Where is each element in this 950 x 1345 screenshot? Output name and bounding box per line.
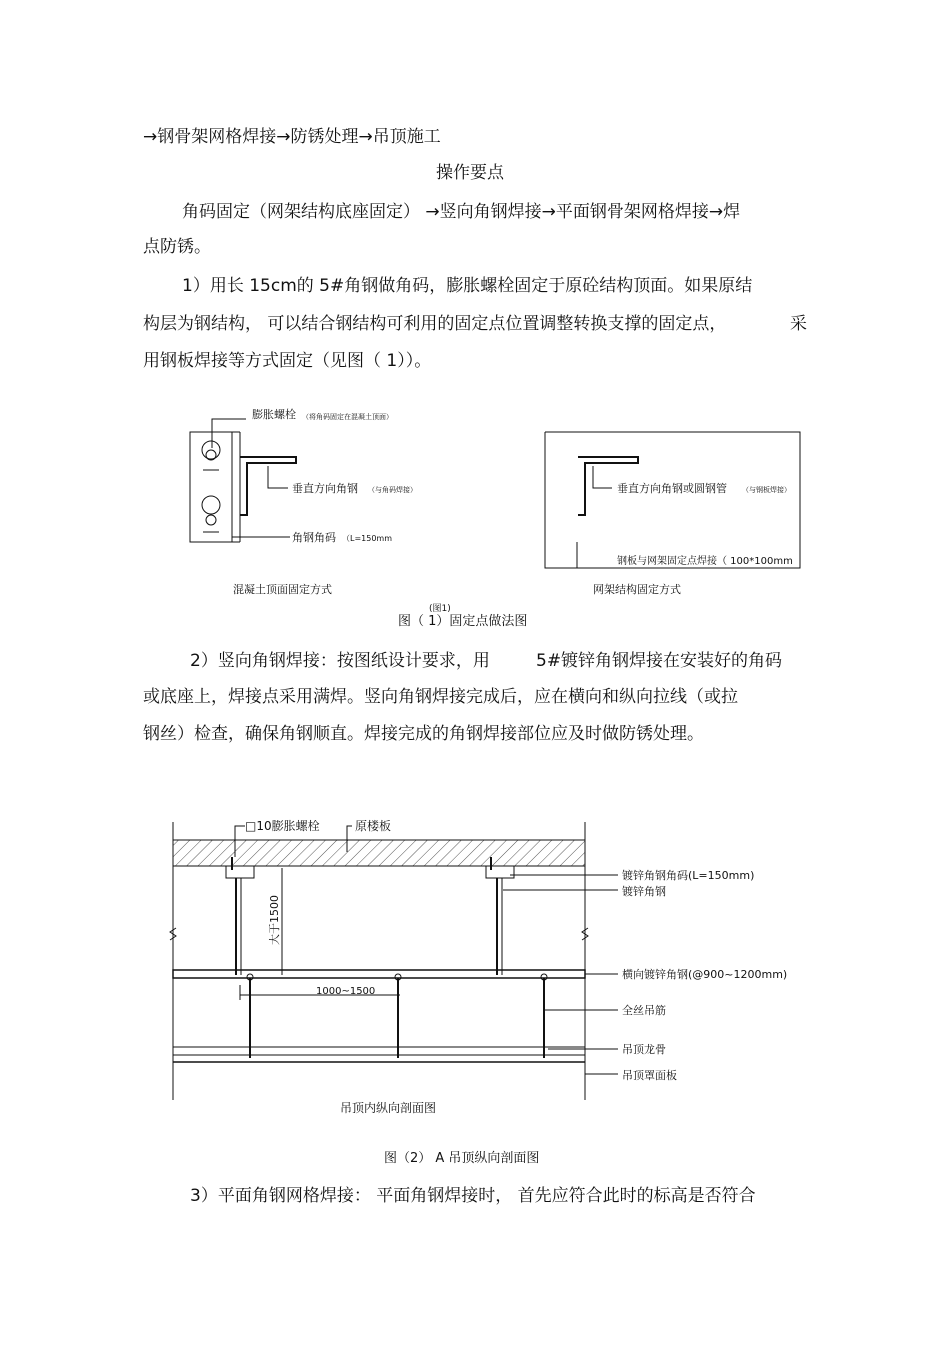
fig1-right-vertical-label: 垂直方向角钢或圆钢管: [617, 482, 727, 495]
paragraph-2-line-b-end: 采: [790, 314, 807, 334]
fig2-bolt-label: □10膨胀螺栓: [245, 819, 320, 833]
paragraph-4-line-a: 3）平面角钢网格焊接： 平面角钢焊接时， 首先应符合此时的标高是否符合: [190, 1186, 756, 1206]
angle-code-left: [226, 866, 254, 878]
heading-operation-points: 操作要点: [436, 163, 504, 183]
fig1-left-caption: 混凝土顶面固定方式: [233, 583, 332, 596]
paragraph-3-line-b: 或底座上，焊接点采用满焊。竖向角钢焊接完成后，应在横向和纵向拉线（或拉: [143, 687, 738, 707]
paragraph-2-line-b: 构层为钢结构， 可以结合钢结构可利用的固定点位置调整转换支撑的固定点，: [143, 314, 727, 334]
fig2-keel-label: 吊顶龙骨: [622, 1043, 666, 1056]
fig1-caption: 图（ 1）固定点做法图: [398, 614, 528, 629]
fig2-dim-horizontal: 1000~1500: [316, 986, 376, 997]
fig1-right-vertical-note: （与钢板焊接）: [742, 486, 791, 494]
fig2-panel-label: 吊顶罩面板: [622, 1069, 677, 1082]
paragraph-1-line-b: 点防锈。: [143, 237, 211, 257]
right-break-mark: [582, 928, 588, 940]
paragraph-3-line-c: 钢丝）检查，确保角钢顺直。焊接完成的角钢焊接部位应及时做防锈处理。: [143, 724, 704, 744]
fig2-transverse-label: 横向镀锌角钢(@900~1200mm): [622, 968, 788, 981]
paragraph-3-line-a: 2）竖向角钢焊接：按图纸设计要求，用: [190, 651, 490, 671]
transverse-angle: [173, 970, 585, 978]
fig1-vertical-label: 垂直方向角钢: [292, 482, 358, 495]
left-break-mark: [170, 928, 176, 940]
paragraph-1-line-a: 角码固定（网架结构底座固定） →竖向角钢焊接→平面钢骨架网格焊接→焊: [182, 202, 741, 222]
text-line-process: →钢骨架网格焊接→防锈处理→吊顶施工: [143, 127, 441, 147]
fig1-vertical-note: （与角码焊接）: [368, 486, 417, 494]
fig2-slab-label: 原楼板: [355, 819, 392, 833]
paragraph-3-line-a-end: 5#镀锌角钢焊接在安装好的角码: [536, 651, 783, 671]
fig1-sub-tag: (图1): [429, 604, 451, 614]
fig1-bolt-label: 膨胀螺栓: [252, 408, 296, 421]
fig2-section-title: 吊顶内纵向剖面图: [340, 1101, 437, 1115]
fig2-rod-label: 全丝吊筋: [622, 1004, 666, 1017]
paragraph-2-line-c: 用钢板焊接等方式固定（见图（ 1））。: [143, 351, 432, 371]
fig2-dim-vertical: 大于1500: [268, 895, 281, 945]
fig1-bolt-note: （将角码固定在混凝土顶面）: [302, 413, 393, 421]
paragraph-2-line-a: 1）用长 15cm的 5#角钢做角码，膨胀螺栓固定于原砼结构顶面。如果原结: [182, 276, 753, 296]
ceiling-keel: [173, 1047, 585, 1055]
fig2-caption: 图（2） A 吊顶纵向剖面图: [384, 1151, 540, 1166]
fig1-plate-label: 钢板与网架固定点焊接（ 100*100mm: [617, 556, 793, 567]
fig1-right-caption: 网架结构固定方式: [593, 583, 681, 596]
fig2-angle-label: 镀锌角钢: [622, 885, 666, 898]
fig1-code-note: （L=150mm: [342, 534, 393, 543]
fig1-code-label: 角钢角码: [292, 531, 336, 544]
fig2-angle-code-label: 镀锌角钢角码(L=150mm): [622, 869, 755, 882]
